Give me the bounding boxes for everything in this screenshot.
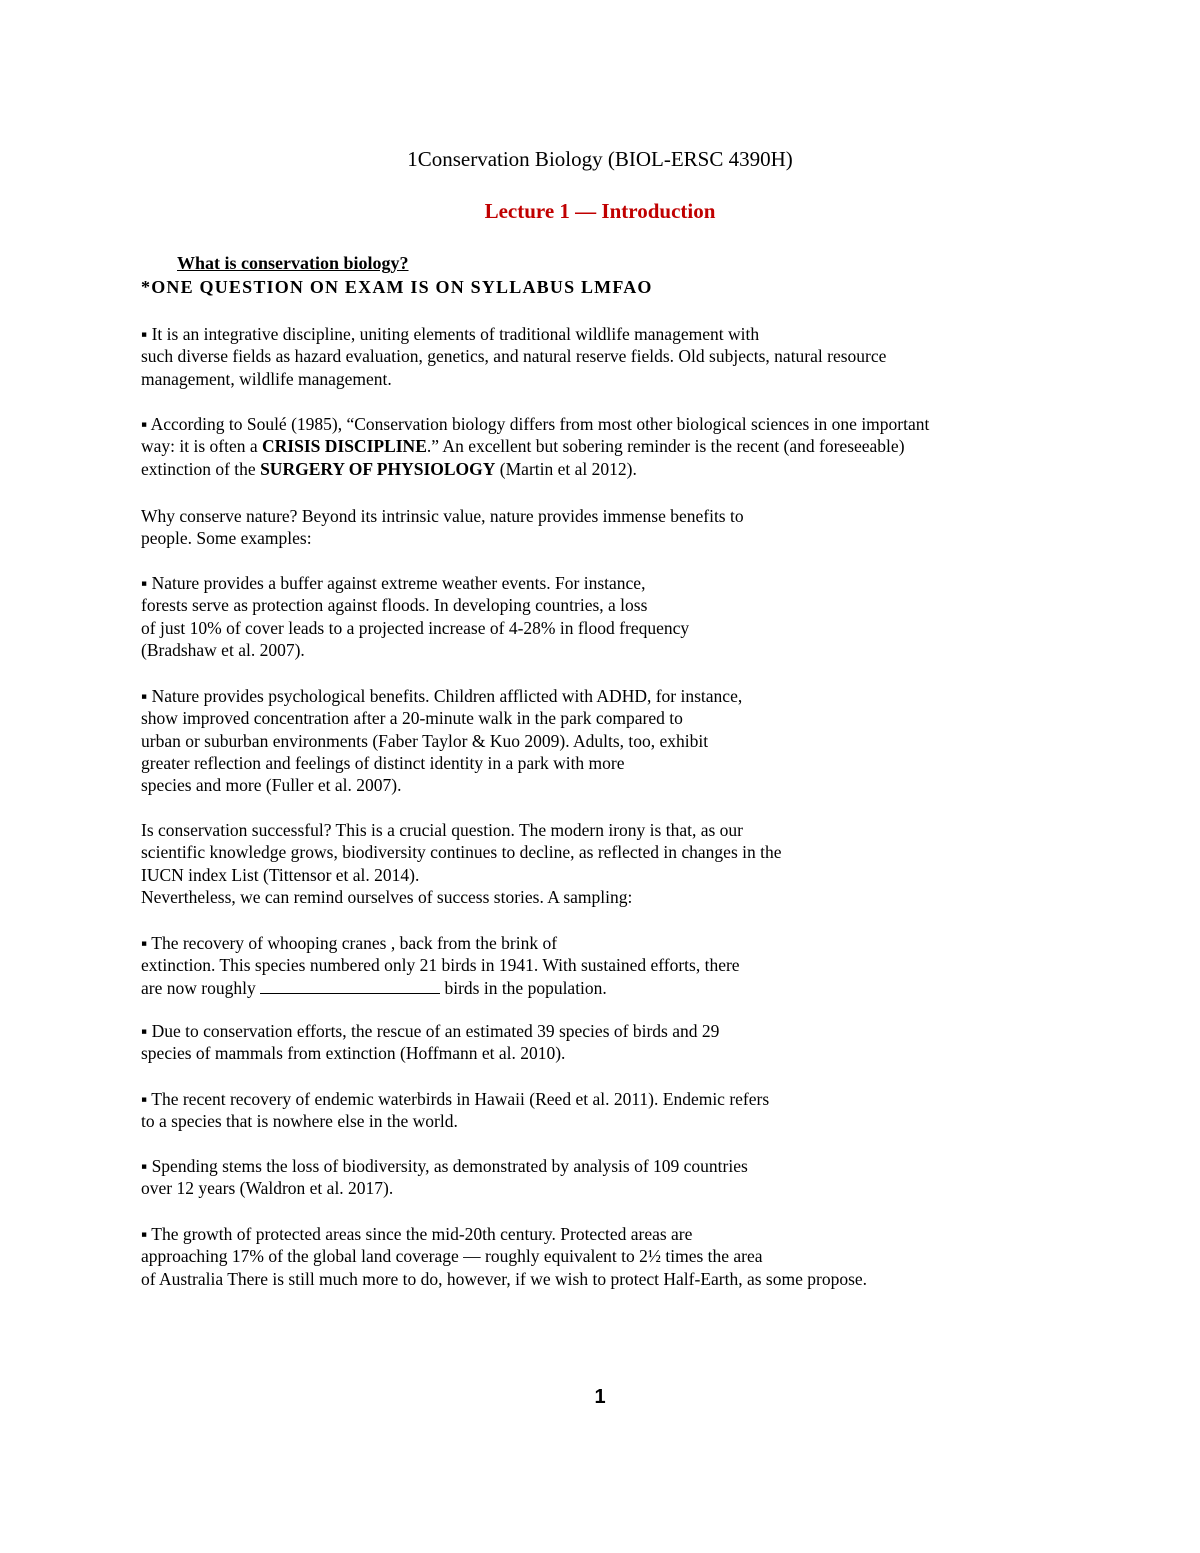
text-line: (Bradshaw et al. 2007). xyxy=(141,639,305,660)
document-title: 1Conservation Biology (BIOL-ERSC 4390H) xyxy=(407,147,793,171)
text-line: ▪ The growth of protected areas since the mid-20th century. Protected areas are xyxy=(141,1224,693,1244)
text-line: species and more (Fuller et al. 2007). xyxy=(141,775,402,796)
paragraph-soule-quote xyxy=(141,413,1041,480)
paragraph-species-rescue xyxy=(141,1020,1041,1065)
text-line: IUCN index List (Tittensor et al. 2014). xyxy=(141,864,420,885)
text-line: ▪ According to Soulé (1985), “Conservation biology differs from most other biological sciences in one important xyxy=(141,414,930,434)
text-line: ▪ Nature provides a buffer against extreme weather events. For instance, xyxy=(141,573,646,593)
text-line: of Australia There is still much more to do, however, if we wish to protect Half-Earth, as some propose. xyxy=(141,1268,868,1289)
paragraph-whooping-cranes xyxy=(141,932,1041,999)
paragraph-integrative xyxy=(141,323,1041,390)
text-line: ▪ The recent recovery of endemic waterbirds in Hawaii (Reed et al. 2011). Endemic refers xyxy=(141,1089,770,1109)
text-line: ▪ Due to conservation efforts, the rescue of an estimated 39 species of birds and 29 xyxy=(141,1021,720,1041)
text-line: over 12 years (Waldron et al. 2017). xyxy=(141,1178,394,1199)
text-line: urban or suburban environments (Faber Taylor & Kuo 2009). Adults, too, exhibit xyxy=(141,730,709,751)
text-line xyxy=(141,458,1041,480)
paragraph-is-conservation-successful xyxy=(141,819,1041,908)
text-line: of just 10% of cover leads to a projected increase of 4-28% in flood frequency xyxy=(141,617,690,638)
text-line: management, wildlife management. xyxy=(141,368,392,389)
text-line: forests serve as protection against floods. In developing countries, a loss xyxy=(141,595,648,616)
text-line: people. Some examples: xyxy=(141,528,312,549)
fill-in-blank xyxy=(260,978,440,994)
paragraph-spending xyxy=(141,1155,1041,1200)
text-line: approaching 17% of the global land coverage — roughly equivalent to 2½ times the area xyxy=(141,1246,763,1267)
exam-note: *ONE QUESTION ON EXAM IS ON SYLLABUS LMFAO xyxy=(141,277,653,297)
text-line: extinction. This species numbered only 21 birds in 1941. With sustained efforts, there xyxy=(141,955,740,976)
text-line xyxy=(141,977,1041,999)
text-line: species of mammals from extinction (Hoffmann et al. 2010). xyxy=(141,1043,566,1064)
text-line: ▪ Nature provides psychological benefits. Children afflicted with ADHD, for instance, xyxy=(141,686,743,706)
text-line: show improved concentration after a 20-minute walk in the park compared to xyxy=(141,708,683,729)
text-span: .” An excellent but sobering reminder is the recent (and foreseeable) xyxy=(426,436,905,457)
section-heading: What is conservation biology? xyxy=(177,253,409,273)
text-line: Is conservation successful? This is a crucial question. The modern irony is that, as our xyxy=(141,820,743,840)
text-line: ▪ The recovery of whooping cranes , back from the brink of xyxy=(141,933,558,953)
text-span: way: it is often a xyxy=(141,436,263,457)
text-line: ▪ It is an integrative discipline, uniting elements of traditional wildlife management with xyxy=(141,324,760,344)
text-line: Why conserve nature? Beyond its intrinsic value, nature provides immense benefits to xyxy=(141,506,744,526)
page-number: 1 xyxy=(594,1386,606,1408)
text-span: (Martin et al 2012). xyxy=(495,458,637,479)
crisis-discipline-term: CRISIS DISCIPLINE xyxy=(262,436,427,457)
text-line: ▪ Spending stems the loss of biodiversity, as demonstrated by analysis of 109 countries xyxy=(141,1156,748,1176)
lecture-title: Lecture 1 — Introduction xyxy=(484,199,716,223)
text-line xyxy=(141,435,1041,457)
text-line: greater reflection and feelings of distinct identity in a park with more xyxy=(141,752,625,773)
text-span: are now roughly xyxy=(141,977,261,998)
text-line: such diverse fields as hazard evaluation, genetics, and natural reserve fields. Old subjects, natural resource xyxy=(141,346,887,367)
paragraph-psychological-benefits xyxy=(141,685,1041,796)
paragraph-why-conserve xyxy=(141,505,1041,550)
text-line: Nevertheless, we can remind ourselves of success stories. A sampling: xyxy=(141,886,633,907)
text-span: birds in the population. xyxy=(440,977,607,998)
text-line: scientific knowledge grows, biodiversity continues to decline, as reflected in changes in the xyxy=(141,842,782,863)
text-line: to a species that is nowhere else in the world. xyxy=(141,1111,458,1132)
text-span: extinction of the xyxy=(141,458,261,479)
paragraph-weather-buffer xyxy=(141,572,1041,661)
paragraph-hawaii-waterbirds xyxy=(141,1088,1041,1133)
surgery-of-physiology-term: SURGERY OF PHYSIOLOGY xyxy=(260,458,496,479)
paragraph-protected-areas xyxy=(141,1223,1041,1290)
